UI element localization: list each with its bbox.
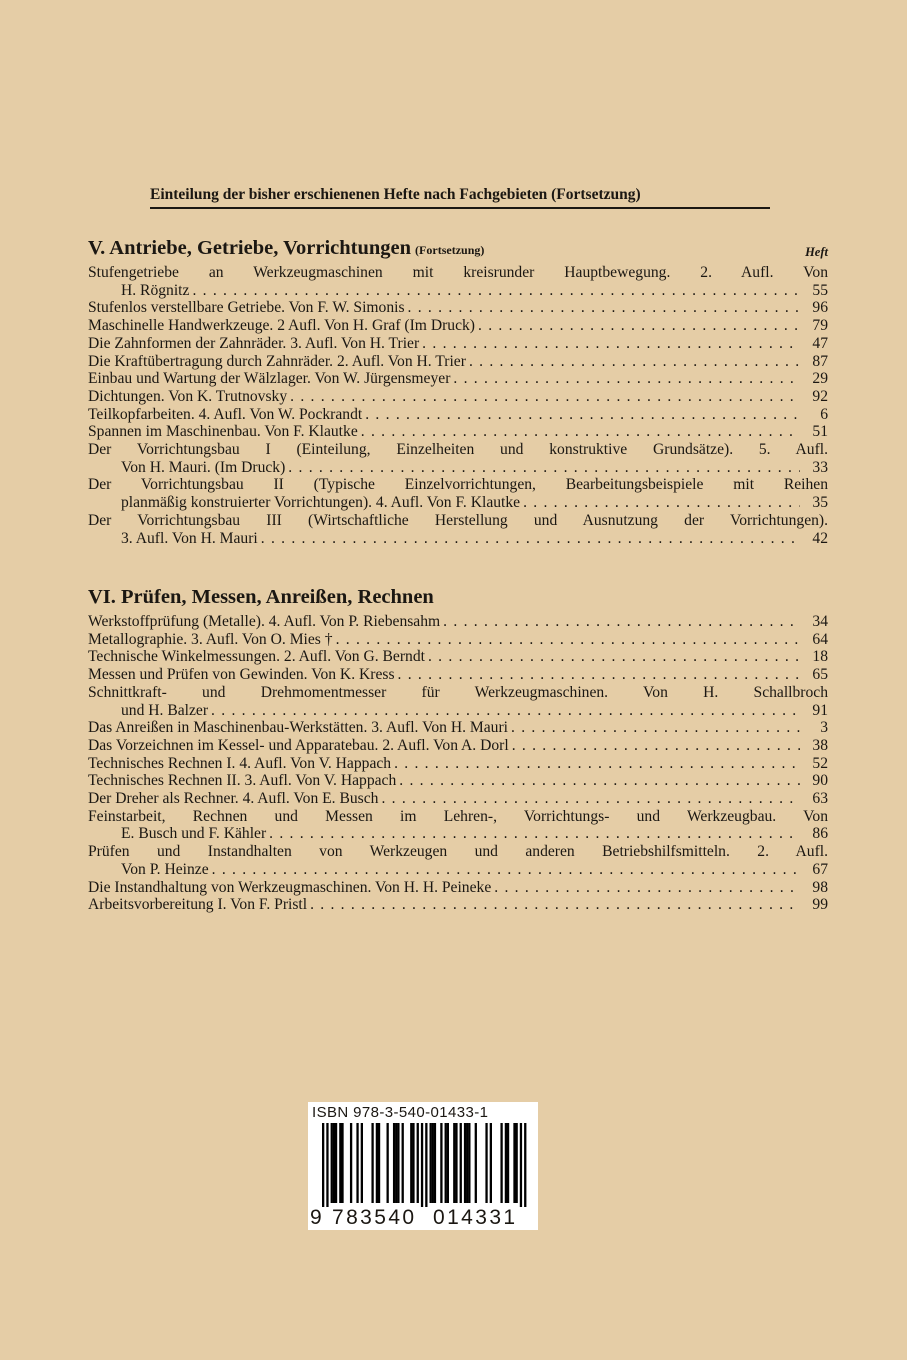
entry-line — [88, 530, 828, 548]
entry-line — [88, 423, 828, 441]
list-item — [88, 423, 828, 441]
barcode-bar — [387, 1123, 389, 1203]
barcode-bar — [402, 1123, 404, 1203]
list-item — [88, 299, 828, 317]
list-item — [88, 264, 828, 299]
list-item — [88, 631, 828, 649]
list-item — [88, 512, 828, 547]
heft-number: 96 — [812, 299, 828, 317]
dot-leader — [408, 299, 800, 317]
entry-line — [88, 335, 828, 353]
entry-title: Die Zahnformen der Zahnräder. 3. Aufl. Von H. Trier — [88, 334, 420, 352]
entry-title-line: Der Vorrichtungsbau II (Typische Einzelvorrichtungen, Bearbeitungsbeispiele mit Reihen — [88, 476, 828, 494]
heft-number: 38 — [812, 736, 828, 754]
barcode-bar — [513, 1123, 515, 1203]
section-title-text: V. Antriebe, Getriebe, Vorrichtungen — [88, 237, 412, 259]
list-item — [88, 755, 828, 773]
section-title-text: VI. Prüfen, Messen, Anreißen, Rechnen — [88, 586, 434, 608]
heft-number: 98 — [812, 878, 828, 896]
barcode-bar — [393, 1123, 395, 1203]
dot-leader — [428, 648, 800, 666]
heft-number: 52 — [812, 754, 828, 772]
heft-number: 42 — [812, 529, 828, 547]
entry-title: Werkstoffprüfung (Metalle). 4. Aufl. Von P. Riebensahm — [88, 613, 441, 630]
barcode-bar — [371, 1123, 373, 1203]
entry-line — [88, 648, 828, 666]
barcode-bar — [326, 1123, 328, 1207]
heft-number: 64 — [812, 630, 828, 648]
dot-leader — [512, 737, 800, 755]
list-item — [88, 441, 828, 476]
entry-title-line: Der Vorrichtungsbau III (Wirtschaftliche Herstellung und Ausnutzung der Vorrichtungen). — [88, 511, 828, 529]
heft-number: 18 — [812, 648, 828, 666]
barcode-bar — [524, 1123, 526, 1207]
entry-title: Das Anreißen in Maschinenbau-Werkstätten. 3. Aufl. Von H. Mauri — [88, 719, 508, 737]
entry-title: Einbau und Wartung der Wälzlager. Von W. Jürgensmeyer — [88, 370, 451, 388]
entry-title-line: Stufengetriebe an Werkzeugmaschinen mit kreisrunder Hauptbewegung. 2. Aufl. Von — [88, 264, 828, 281]
barcode-digits-left: 783540 — [332, 1206, 417, 1229]
barcode-bar — [417, 1123, 419, 1203]
entry-title: Technisches Rechnen II. 3. Aufl. Von V. Happach — [88, 772, 397, 790]
barcode-digit-lead: 9 — [310, 1206, 322, 1229]
barcode-bar — [464, 1123, 466, 1203]
entry-line — [88, 702, 828, 720]
entry-title: Spannen im Maschinenbau. Von F. Klautke — [88, 423, 358, 441]
entry-line — [88, 353, 828, 371]
entry-line — [88, 299, 828, 317]
barcode-bar — [475, 1123, 477, 1203]
barcode-bar — [516, 1123, 518, 1203]
heft-number: 91 — [812, 701, 828, 719]
entry-title-line: Der Vorrichtungsbau I (Einteilung, Einzelheiten und konstruktive Grundsätze). 5. Aufl. — [88, 441, 828, 459]
dot-leader — [211, 702, 800, 720]
dot-leader — [443, 613, 800, 631]
dot-leader — [261, 530, 800, 548]
list-item — [88, 666, 828, 684]
heft-number: 6 — [820, 405, 828, 423]
barcode-bar — [339, 1123, 341, 1203]
entry-line — [88, 719, 828, 737]
barcode-bar — [507, 1123, 509, 1203]
list-item — [88, 896, 828, 914]
entry-title-line: Prüfen und Instandhalten von Werkzeugen und anderen Betriebshilfsmitteln. 2. Aufl. — [88, 843, 828, 861]
entry-title: E. Busch und F. Kähler — [121, 825, 267, 843]
dot-leader — [336, 631, 800, 649]
section-title — [88, 236, 828, 264]
heft-number: 86 — [812, 825, 828, 843]
dot-leader — [290, 388, 800, 406]
entry-list — [88, 613, 828, 914]
barcode-bar — [322, 1123, 324, 1207]
page-header: Einteilung der bisher erschienenen Hefte nach Fachgebieten (Fortsetzung) — [150, 186, 770, 209]
heft-number: 3 — [820, 719, 828, 737]
list-item — [88, 370, 828, 388]
entry-line — [88, 388, 828, 406]
barcode-bar — [350, 1123, 352, 1203]
entry-line — [88, 755, 828, 773]
barcode-bar — [378, 1123, 380, 1203]
barcode-bar — [500, 1123, 502, 1203]
entry-line — [88, 282, 828, 300]
entry-title: Der Dreher als Rechner. 4. Aufl. Von E. Busch — [88, 790, 379, 808]
entry-line — [88, 790, 828, 808]
list-item — [88, 684, 828, 719]
list-item — [88, 353, 828, 371]
dot-leader — [422, 335, 800, 353]
dot-leader — [511, 719, 800, 737]
heft-number: 51 — [812, 423, 828, 441]
barcode-bar — [333, 1123, 335, 1203]
entry-title: Die Instandhaltung von Werkzeugmaschinen. Von H. H. Peineke — [88, 878, 492, 896]
entry-line — [88, 737, 828, 755]
barcode-bar — [453, 1123, 455, 1203]
list-item — [88, 719, 828, 737]
entry-title: H. Rögnitz — [121, 281, 190, 299]
list-item — [88, 808, 828, 843]
barcode-bar — [421, 1123, 423, 1207]
heft-number: 99 — [812, 896, 828, 914]
entry-line — [88, 317, 828, 335]
entry-line — [88, 494, 828, 512]
dot-leader — [494, 879, 800, 897]
barcode-bar — [410, 1123, 412, 1203]
list-item — [88, 648, 828, 666]
entry-title: Von H. Mauri. (Im Druck) — [121, 458, 286, 476]
dot-leader — [399, 772, 800, 790]
entry-line — [88, 459, 828, 477]
entry-title: Von P. Heinze — [121, 860, 209, 878]
barcode-bar — [376, 1123, 378, 1203]
entry-line — [88, 879, 828, 897]
isbn-barcode — [308, 1102, 538, 1230]
dot-leader — [310, 896, 800, 914]
barcode-bar — [468, 1123, 470, 1203]
list-item — [88, 737, 828, 755]
entry-line — [88, 861, 828, 879]
entry-line — [88, 631, 828, 649]
barcode-bar — [485, 1123, 487, 1203]
heft-number: 34 — [812, 613, 828, 630]
heft-number: 63 — [812, 790, 828, 808]
barcode-bar — [434, 1123, 436, 1203]
heft-number: 29 — [812, 370, 828, 388]
entry-line — [88, 896, 828, 914]
barcode-bar — [445, 1123, 447, 1203]
dot-leader — [269, 825, 800, 843]
section-subtitle: (Fortsetzung) — [415, 243, 485, 257]
dot-leader — [469, 353, 800, 371]
entry-line — [88, 772, 828, 790]
list-item — [88, 843, 828, 878]
barcode-bar — [447, 1123, 449, 1203]
section-pruefen — [88, 585, 828, 914]
list-item — [88, 790, 828, 808]
barcode-bar — [341, 1123, 343, 1203]
entry-line — [88, 406, 828, 424]
dot-leader — [365, 406, 800, 424]
barcode-bar — [335, 1123, 337, 1203]
heft-number: 47 — [812, 334, 828, 352]
barcode-bars — [308, 1123, 538, 1207]
section-antriebe — [88, 236, 828, 547]
heft-number: 35 — [812, 494, 828, 512]
dot-leader — [398, 666, 800, 684]
list-item — [88, 476, 828, 511]
section-title — [88, 585, 828, 613]
entry-title: 3. Aufl. Von H. Mauri — [121, 529, 258, 547]
list-item — [88, 406, 828, 424]
barcode-bar — [331, 1123, 333, 1203]
barcode-bar — [395, 1123, 397, 1203]
list-item — [88, 335, 828, 353]
dot-leader — [523, 494, 800, 512]
entry-title: Metallographie. 3. Aufl. Von O. Mies † — [88, 630, 333, 648]
barcode-bar — [490, 1123, 492, 1203]
list-item — [88, 317, 828, 335]
entry-title: Dichtungen. Von K. Trutnovsky — [88, 387, 288, 405]
barcode-bar — [361, 1123, 363, 1203]
barcode-bar — [397, 1123, 399, 1203]
dot-leader — [212, 861, 800, 879]
entry-title: Technisches Rechnen I. 4. Aufl. Von V. Happach — [88, 754, 392, 772]
isbn-text: ISBN 978-3-540-01433-1 — [312, 1104, 489, 1121]
heft-number: 87 — [812, 352, 828, 370]
barcode-bar — [412, 1123, 414, 1203]
heft-number: 90 — [812, 772, 828, 790]
barcode-bar — [356, 1123, 358, 1203]
barcode-digits — [308, 1206, 538, 1230]
entry-title: Arbeitsvorbereitung I. Von F. Pristl — [88, 896, 308, 914]
barcode-bar — [425, 1123, 427, 1207]
dot-leader — [361, 423, 800, 441]
barcode-bar — [455, 1123, 457, 1203]
barcode-bar — [440, 1123, 442, 1203]
list-item — [88, 879, 828, 897]
dot-leader — [478, 317, 800, 335]
entry-line — [88, 666, 828, 684]
heft-number: 67 — [812, 860, 828, 878]
barcode-bar — [432, 1123, 434, 1203]
entry-title: Teilkopfarbeiten. 4. Aufl. Von W. Pockrandt — [88, 405, 363, 423]
entry-title: Die Kraftübertragung durch Zahnräder. 2. Aufl. Von H. Trier — [88, 352, 466, 370]
entry-title: Das Vorzeichnen im Kessel- und Apparatebau. 2. Aufl. Von A. Dorl — [88, 736, 509, 754]
dot-leader — [394, 755, 800, 773]
heft-number: 33 — [812, 458, 828, 476]
list-item — [88, 772, 828, 790]
list-item — [88, 613, 828, 631]
entry-line — [88, 825, 828, 843]
barcode-bar — [430, 1123, 432, 1203]
entry-title: planmäßig konstruierter Vorrichtungen). 4. Aufl. Von F. Klautke — [121, 494, 521, 512]
dot-leader — [192, 282, 800, 300]
dot-leader — [453, 370, 800, 388]
barcode-bar — [520, 1123, 522, 1207]
dot-leader — [381, 790, 800, 808]
entry-title-line: Feinstarbeit, Rechnen und Messen im Lehren-, Vorrichtungs- und Werkzeugbau. Von — [88, 807, 828, 825]
barcode-bar — [460, 1123, 462, 1203]
heft-column-label: Heft — [805, 245, 828, 259]
barcode-bar — [505, 1123, 507, 1203]
entry-line — [88, 370, 828, 388]
entry-title: Stufenlos verstellbare Getriebe. Von F. W. Simonis — [88, 299, 405, 317]
entry-title: Technische Winkelmessungen. 2. Aufl. Von G. Berndt — [88, 648, 425, 666]
entry-line — [88, 613, 828, 631]
entry-title: Maschinelle Handwerkzeuge. 2 Aufl. Von H. Graf (Im Druck) — [88, 317, 475, 335]
barcode-digits-right: 014331 — [433, 1206, 518, 1229]
entry-title: und H. Balzer — [121, 701, 209, 719]
heft-number: 92 — [812, 387, 828, 405]
list-item — [88, 388, 828, 406]
dot-leader — [288, 459, 800, 477]
barcode-bar — [466, 1123, 468, 1203]
entry-title: Messen und Prüfen von Gewinden. Von K. Kress — [88, 666, 395, 684]
heft-number: 79 — [812, 317, 828, 335]
heft-number: 65 — [812, 666, 828, 684]
entry-list — [88, 264, 828, 547]
entry-title-line: Schnittkraft- und Drehmomentmesser für Werkzeugmaschinen. Von H. Schallbroch — [88, 683, 828, 701]
heft-number: 55 — [812, 281, 828, 299]
